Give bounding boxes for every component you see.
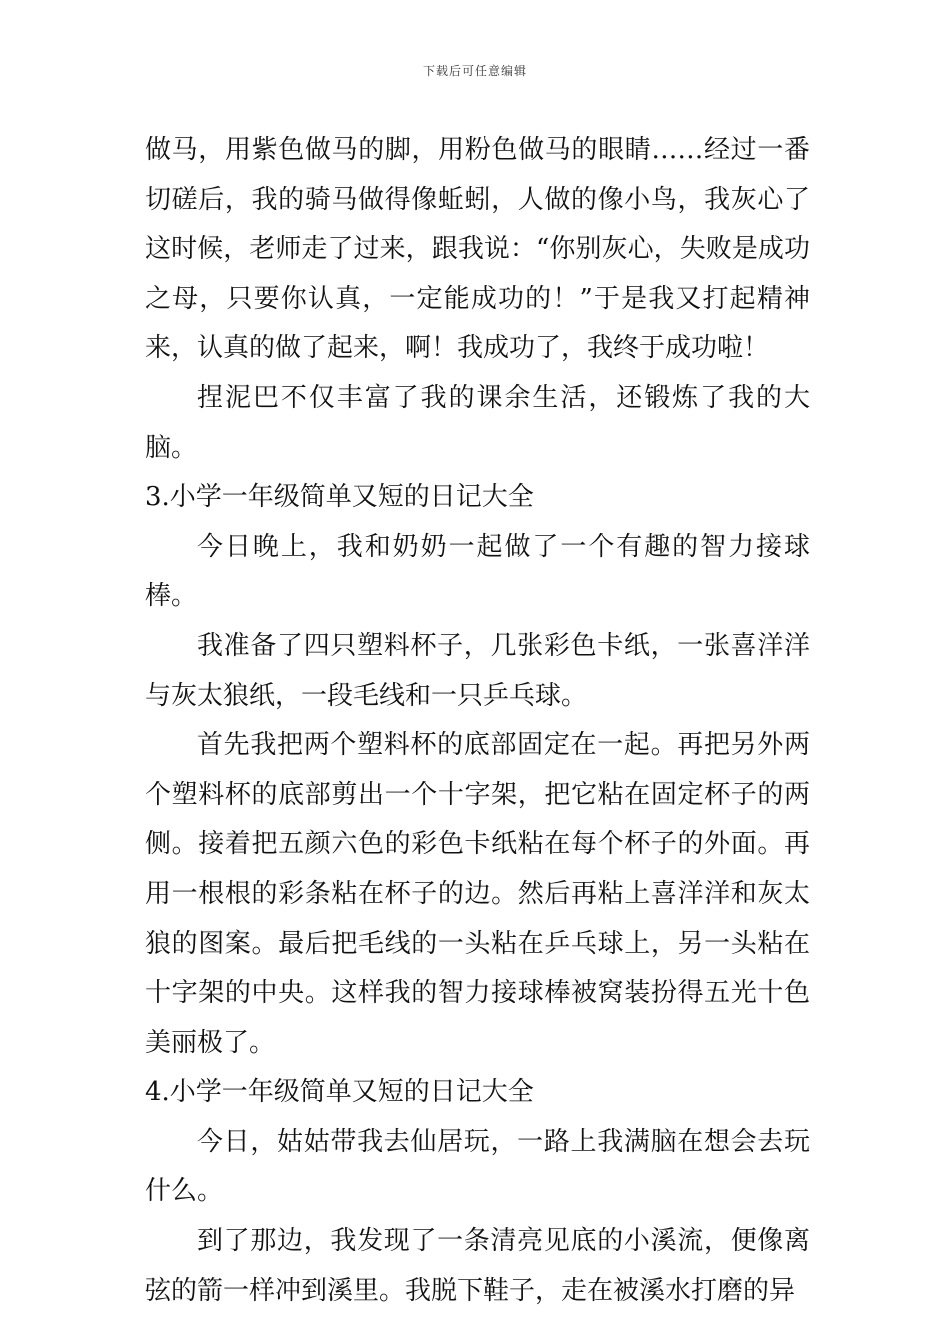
paragraph: 首先我把两个塑料杯的底部固定在一起。再把另外两个塑料杯的底部剪出一个十字架，把它粘在固定杯子的两侧。接着把五颜六色的彩色卡纸粘在每个杯子的外面。再用一根根的彩条粘在杯子的边。然后再粘上喜洋洋和灰太狼的图案。最后把毛线的一头粘在乒乓球上，另一头粘在十字架的中央。这样我的智力接球棒被窝装扮得五光十色美丽极了。 — [145, 730, 810, 1058]
document-body — [145, 126, 810, 1316]
paragraph: 我准备了四只塑料杯子，几张彩色卡纸，一张喜洋洋与灰太狼纸，一段毛线和一只乒乓球。 — [145, 630, 810, 711]
paragraph: 到了那边，我发现了一条清亮见底的小溪流，便像离弦的箭一样冲到溪里。我脱下鞋子，走在被溪水打磨的异 — [145, 1226, 810, 1306]
section-heading: 4.小学一年级简单又短的日记大全 — [145, 1077, 534, 1108]
paragraph-continuation: 做马，用紫色做马的脚，用粉色做马的眼睛……经过一番切磋后，我的骑马做得像蚯蚓，人做的像小鸟，我灰心了这时候，老师走了过来，跟我说：“你别灰心，失败是成功之母，只要你认真，一定能成功的！”于是我又打起精神来，认真的做了起来，啊！我成功了，我终于成功啦！ — [145, 135, 810, 364]
section-heading: 3.小学一年级简单又短的日记大全 — [145, 482, 534, 513]
paragraph: 今日晚上，我和奶奶一起做了一个有趣的智力接球棒。 — [145, 531, 810, 612]
paragraph: 捏泥巴不仅丰富了我的课余生活，还锻炼了我的大脑。 — [145, 382, 810, 463]
paragraph: 今日，姑姑带我去仙居玩，一路上我满脑在想会去玩什么。 — [145, 1126, 810, 1207]
header-note: 下载后可任意编辑 — [422, 64, 527, 78]
